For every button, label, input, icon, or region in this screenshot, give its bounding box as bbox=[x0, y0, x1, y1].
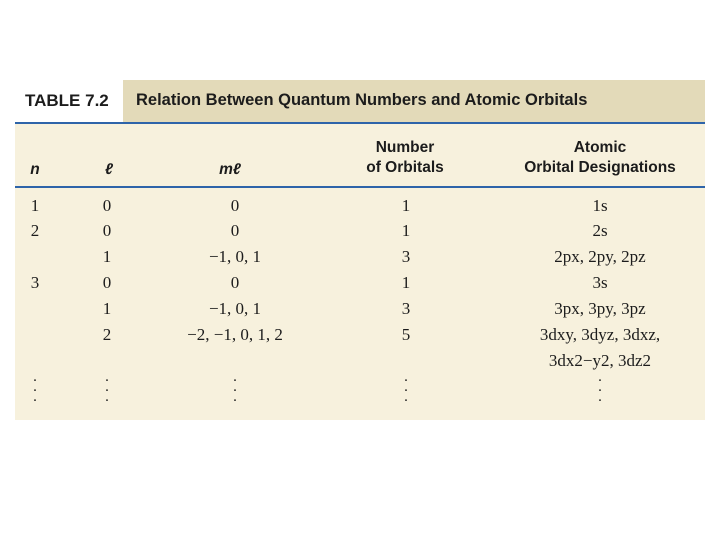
ellipsis-l: · · · bbox=[104, 373, 110, 409]
header-l: ℓ bbox=[105, 161, 113, 178]
table-label-tag bbox=[15, 80, 123, 122]
table-label: TABLE 7.2 bbox=[25, 91, 109, 110]
row3-count: 3 bbox=[401, 247, 411, 266]
row1-designation: 1s bbox=[592, 196, 608, 215]
row4-ml: 0 bbox=[230, 273, 240, 292]
row6-l: 2 bbox=[102, 325, 112, 344]
row4-n: 3 bbox=[30, 273, 40, 292]
table-title: Relation Between Quantum Numbers and Atomic Orbitals bbox=[136, 91, 588, 109]
row5-ml: −1, 0, 1 bbox=[208, 299, 262, 318]
row5-count: 3 bbox=[401, 299, 411, 318]
header-number-line1: Number bbox=[375, 139, 435, 156]
header-ml: mℓ bbox=[219, 161, 241, 178]
table-title-bar bbox=[15, 80, 705, 124]
row1-count: 1 bbox=[401, 196, 411, 215]
row1-ml: 0 bbox=[230, 196, 240, 215]
header-designations-line1: Atomic bbox=[573, 139, 627, 156]
row3-designation: 2px, 2py, 2pz bbox=[554, 247, 646, 266]
header-divider bbox=[15, 186, 705, 188]
ellipsis-count: · · · bbox=[403, 373, 409, 409]
ellipsis-n: · · · bbox=[32, 373, 38, 409]
row6-designation: 3dxy, 3dyz, 3dxz, bbox=[539, 325, 661, 344]
quantum-numbers-table bbox=[15, 80, 705, 420]
row2-ml: 0 bbox=[230, 221, 240, 240]
row4-l: 0 bbox=[102, 273, 112, 292]
row6-ml: −2, −1, 0, 1, 2 bbox=[187, 325, 283, 344]
row3-ml: −1, 0, 1 bbox=[208, 247, 262, 266]
row1-l: 0 bbox=[102, 196, 112, 215]
row2-l: 0 bbox=[102, 221, 112, 240]
row4-count: 1 bbox=[401, 273, 411, 292]
row2-designation: 2s bbox=[592, 221, 608, 240]
header-designations-line2: Orbital Designations bbox=[524, 159, 676, 176]
header-n: n bbox=[30, 161, 40, 178]
row3-l: 1 bbox=[102, 247, 112, 266]
ellipsis-designation: · · · bbox=[597, 373, 603, 409]
ellipsis-ml: · · · bbox=[232, 373, 238, 409]
row5-l: 1 bbox=[102, 299, 112, 318]
row4-designation: 3s bbox=[592, 273, 608, 292]
row7-designation: 3dx2−y2, 3dz2 bbox=[548, 351, 652, 370]
row2-count: 1 bbox=[401, 221, 411, 240]
row2-n: 2 bbox=[30, 221, 40, 240]
row5-designation: 3px, 3py, 3pz bbox=[554, 299, 646, 318]
row6-count: 5 bbox=[401, 325, 411, 344]
row1-n: 1 bbox=[30, 196, 40, 215]
header-number-line2: of Orbitals bbox=[366, 159, 444, 176]
